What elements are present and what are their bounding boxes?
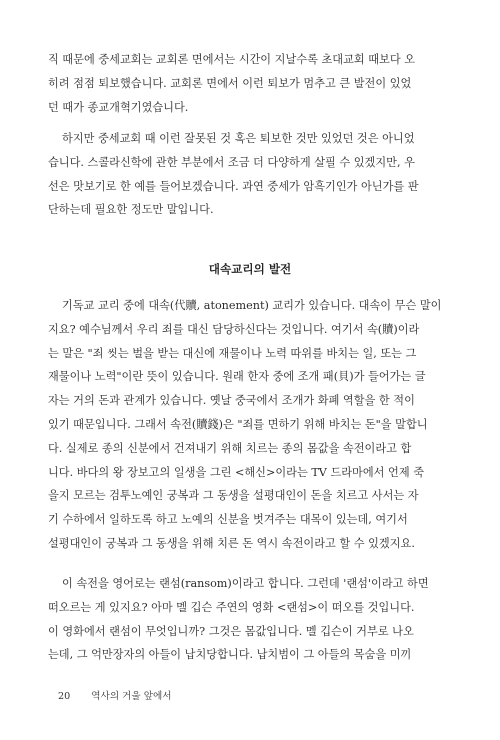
paragraph-3 [48,294,456,556]
text-line: 니다. 바다의 왕 장보고의 일생을 그린 <해신>이라는 TV 드라마에서 언제 죽 [48,465,425,479]
section-heading: 대속교리의 발전 [208,262,292,276]
text-line: 는 말은 "죄 씻는 벌을 받는 대신에 재물이나 노력 따위를 바치는 일, 또는 그 [48,346,417,360]
running-title: 역사의 거울 앞에서 [91,691,172,702]
text-line: 선은 맛보기로 한 예를 들어보겠습니다. 과연 중세가 암흑기인가 아닌가를 판 [48,179,419,193]
text-line: 떠오르는 게 있지요? 아마 멜 깁슨 주연의 영화 <랜섬>이 떠오를 것입니다. [48,600,415,614]
page-footer [58,688,172,702]
text-line: 는데, 그 억만장자의 아들이 납치당합니다. 납치범이 그 아들의 목숨을 미끼 [48,648,412,662]
text-line: 히려 점점 퇴보했습니다. 교회론 면에서 이런 퇴보가 멈추고 큰 발전이 있었 [48,76,412,90]
text-line: 재물이나 노력"이란 뜻이 있습니다. 원래 한자 중에 조개 패(貝)가 들어가는 글 [48,370,426,384]
paragraph-4 [48,572,456,667]
text-line: 이 속전을 영어로는 랜섬(ransom)이라고 합니다. 그런데 '랜섬'이라고 하면 [62,577,429,590]
text-line: 자는 거의 돈과 관계가 있습니다. 옛날 중국에서 조개가 화폐 역할을 한 적이 [48,394,415,408]
text-line: 단하는데 필요한 정도만 말입니다. [48,203,214,217]
text-line: 직 때문에 중세교회는 교회론 면에서는 시간이 지날수록 초대교회 때보다 오 [48,53,416,66]
page-number: 20 [58,691,71,702]
text-line: 을지 모르는 검투노예인 궁복과 그 동생을 설평대인이 돈을 치르고 사서는 자 [48,489,419,503]
text-line: 있기 때문입니다. 그래서 속전(贖錢)은 "죄를 면하기 위해 바치는 돈"을 말합니 [48,417,428,431]
text-line: 하지만 중세교회 때 이런 잘못된 것 혹은 퇴보한 것만 있었던 것은 아니었 [62,132,415,145]
text-line: 설평대인이 궁복과 그 동생을 위해 치른 돈 역시 속전이라고 할 수 있겠지요. [48,536,415,550]
paragraph-2 [48,127,456,222]
paragraph-1 [48,48,456,119]
text-line: 기 수하에서 일하도록 하고 노예의 신분을 벗겨주는 대목이 있는데, 여기서 [48,513,408,527]
text-line: 다. 실제로 종의 신분에서 건져내기 위해 치르는 종의 몸값을 속전이라고 합 [48,441,412,455]
text-line: 던 때가 종교개혁기였습니다. [48,100,189,114]
text-line: 습니다. 스콜라신학에 관한 부분에서 조금 더 다양하게 살필 수 있겠지만, 우 [48,155,415,169]
text-line: 이 영화에서 랜섬이 무엇입니까? 그것은 몸값입니다. 멜 깁슨이 거부로 나오 [48,624,414,638]
text-line: 기독교 교리 중에 대속(代贖, atonement) 교리가 있습니다. 대속이 무슨 말이 [62,299,442,312]
text-line: 지요? 예수님께서 우리 죄를 대신 담당하신다는 것입니다. 여기서 속(贖)이라 [48,322,420,336]
